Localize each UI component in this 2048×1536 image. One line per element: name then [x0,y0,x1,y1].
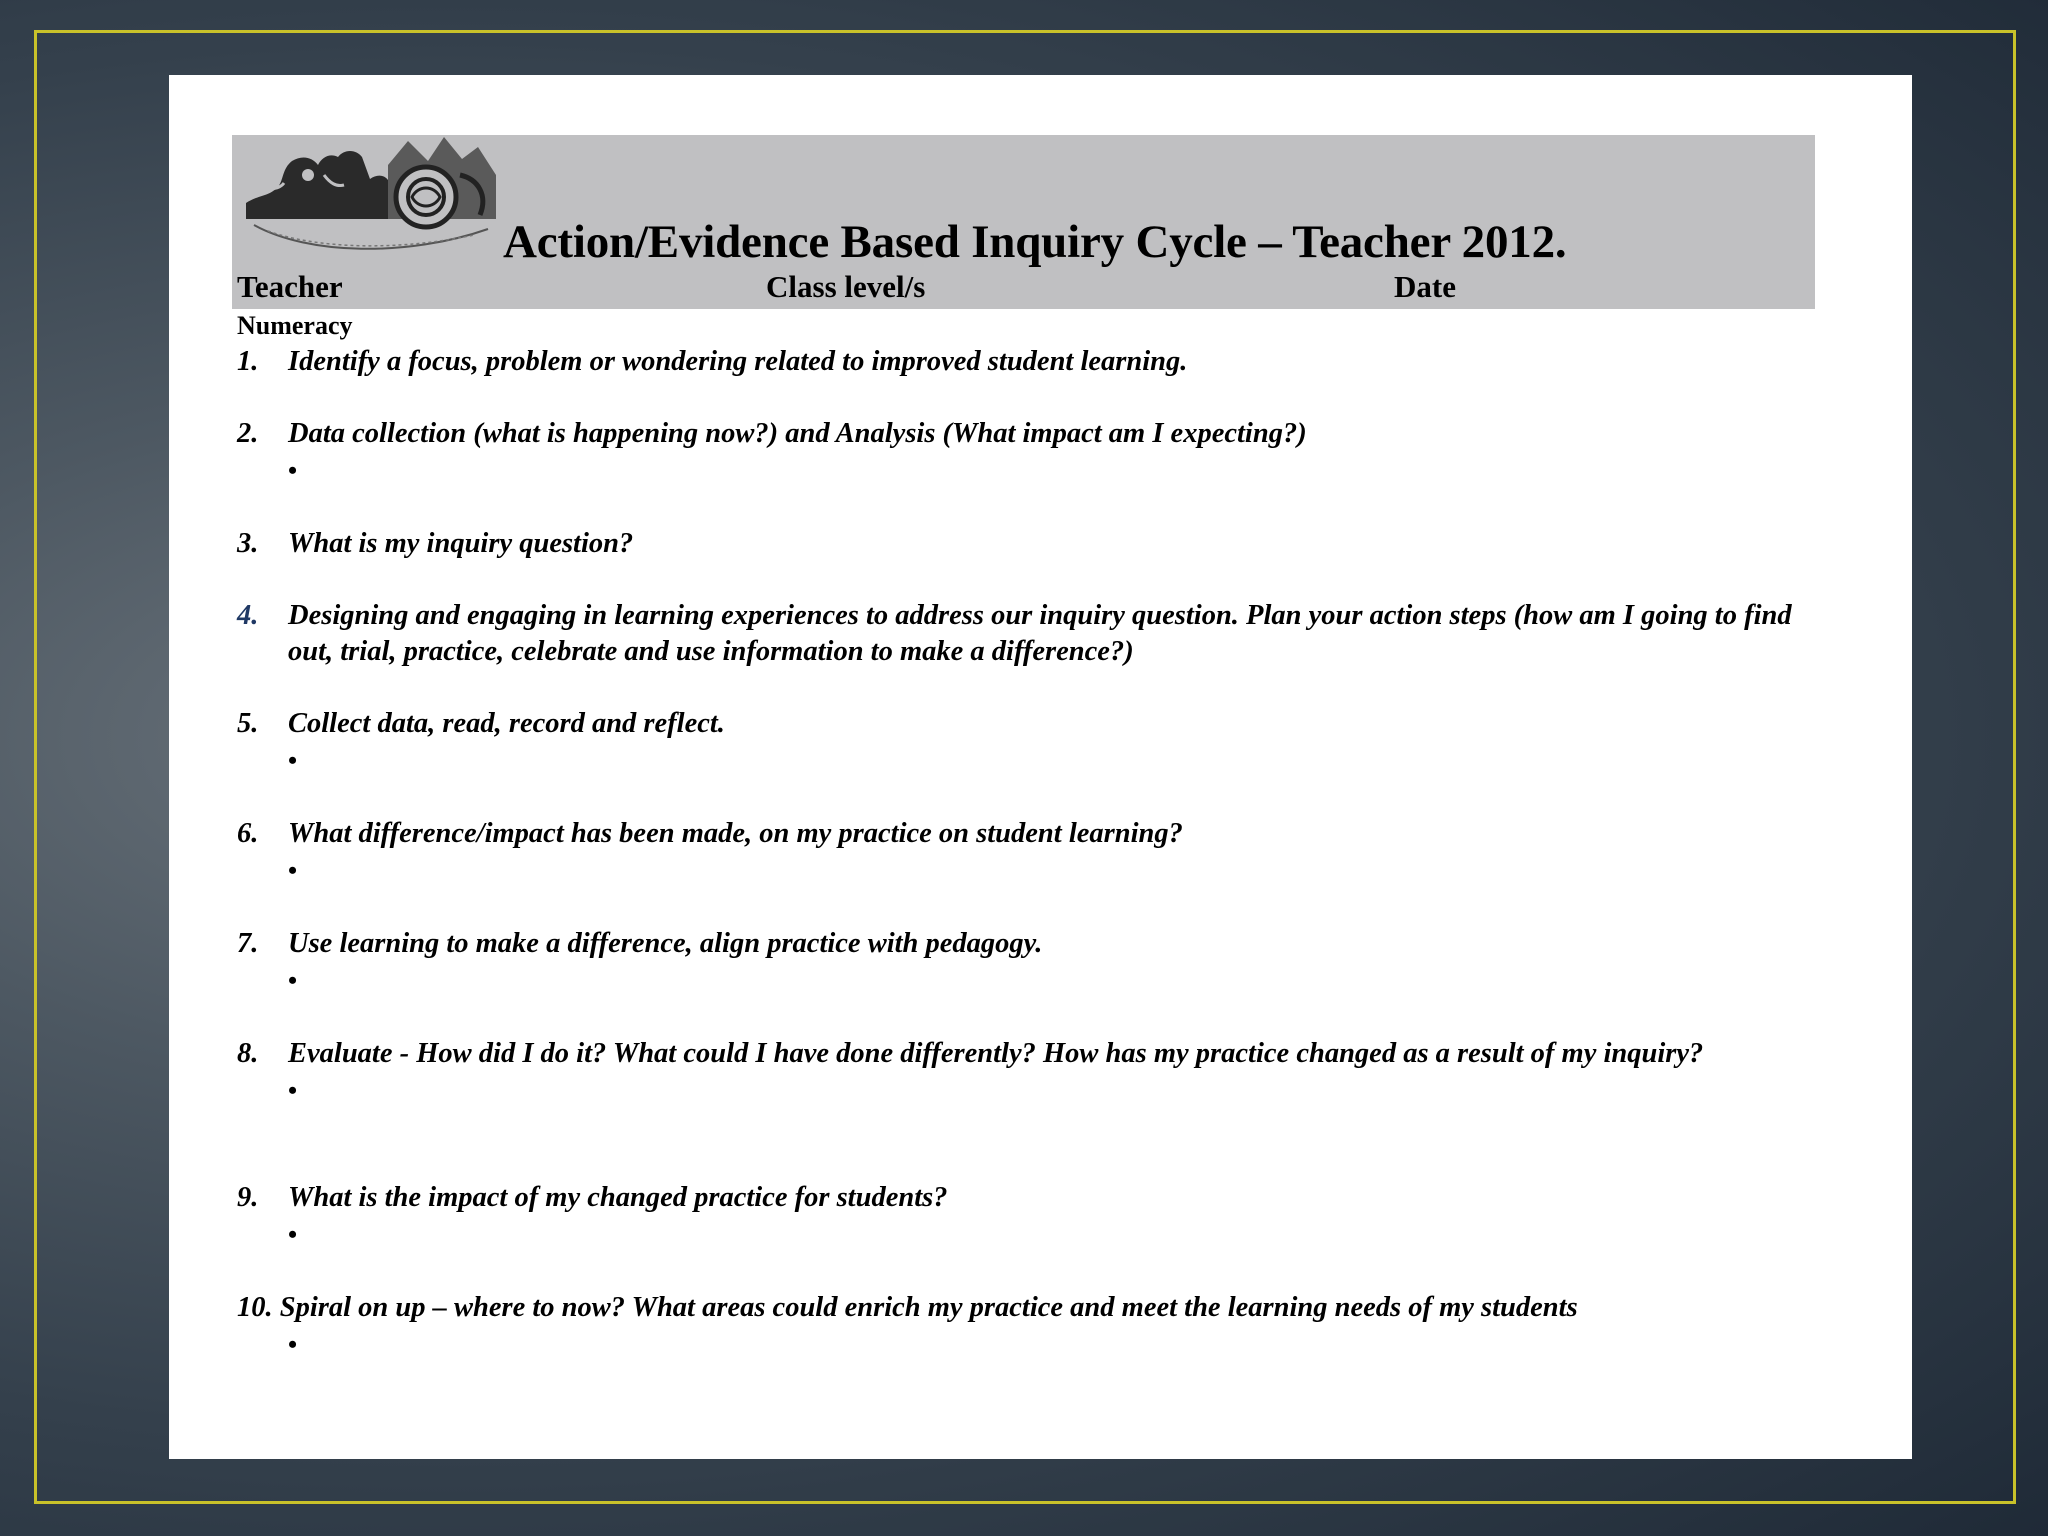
subject-label: Numeracy [237,311,353,340]
teacher-label: Teacher [237,269,343,304]
step-text: What is my inquiry question? [288,528,634,559]
document-page [169,75,1912,1459]
step-number: 3. [237,528,259,559]
step-text: Evaluate - How did I do it? What could I have done differently? How has my practice changed as a result of my inquiry? [288,1038,1704,1069]
step-item [237,1036,1797,1110]
school-emblem-icon [238,135,498,269]
step-text: Spiral on up – where to now? What areas could enrich my practice and meet the learning needs of my students [279,1292,1578,1323]
step-item [237,926,1797,1000]
class-level-label: Class level/s [766,269,926,304]
step-number: 9. [237,1182,259,1213]
step-text: Identify a focus, problem or wondering related to improved student learning. [288,346,1188,377]
step-bullet: • [288,1330,298,1359]
step-text: Data collection (what is happening now?) and Analysis (What impact am I expecting?) [288,418,1307,449]
document-header [232,135,1815,309]
step-item [237,816,1797,890]
step-number: 5. [237,708,259,739]
step-number: 1. [237,346,259,377]
step-bullet: • [288,746,298,775]
step-text: Collect data, read, record and reflect. [288,708,725,739]
step-number: 8. [237,1038,259,1069]
step-number: 10. [237,1292,273,1323]
step-bullet: • [288,856,298,885]
step-item [237,416,1797,490]
step-bullet: • [288,966,298,995]
step-number: 2. [237,418,259,449]
step-bullet: • [288,1220,298,1249]
step-item [237,598,1797,670]
step-number: 7. [237,928,259,959]
step-number: 6. [237,818,259,849]
step-bullet: • [288,1076,298,1105]
document-title: Action/Evidence Based Inquiry Cycle – Teacher 2012. [503,216,1567,268]
step-text: What difference/impact has been made, on my practice on student learning? [288,818,1183,849]
step-item [237,706,1797,780]
step-text: What is the impact of my changed practice for students? [288,1182,948,1213]
step-item [237,1180,1797,1254]
step-bullet: • [288,456,298,485]
step-text: Designing and engaging in learning experiences to address our inquiry question. Plan your action steps (how am I going to find out, trial, practice, celebrate and use information to make a difference?) [288,600,1792,667]
step-text: Use learning to make a difference, align practice with pedagogy. [288,928,1043,959]
step-item [237,526,1797,562]
step-item [237,1290,1797,1364]
date-label: Date [1394,269,1456,304]
step-item [237,344,1797,380]
step-number: 4. [237,600,259,631]
